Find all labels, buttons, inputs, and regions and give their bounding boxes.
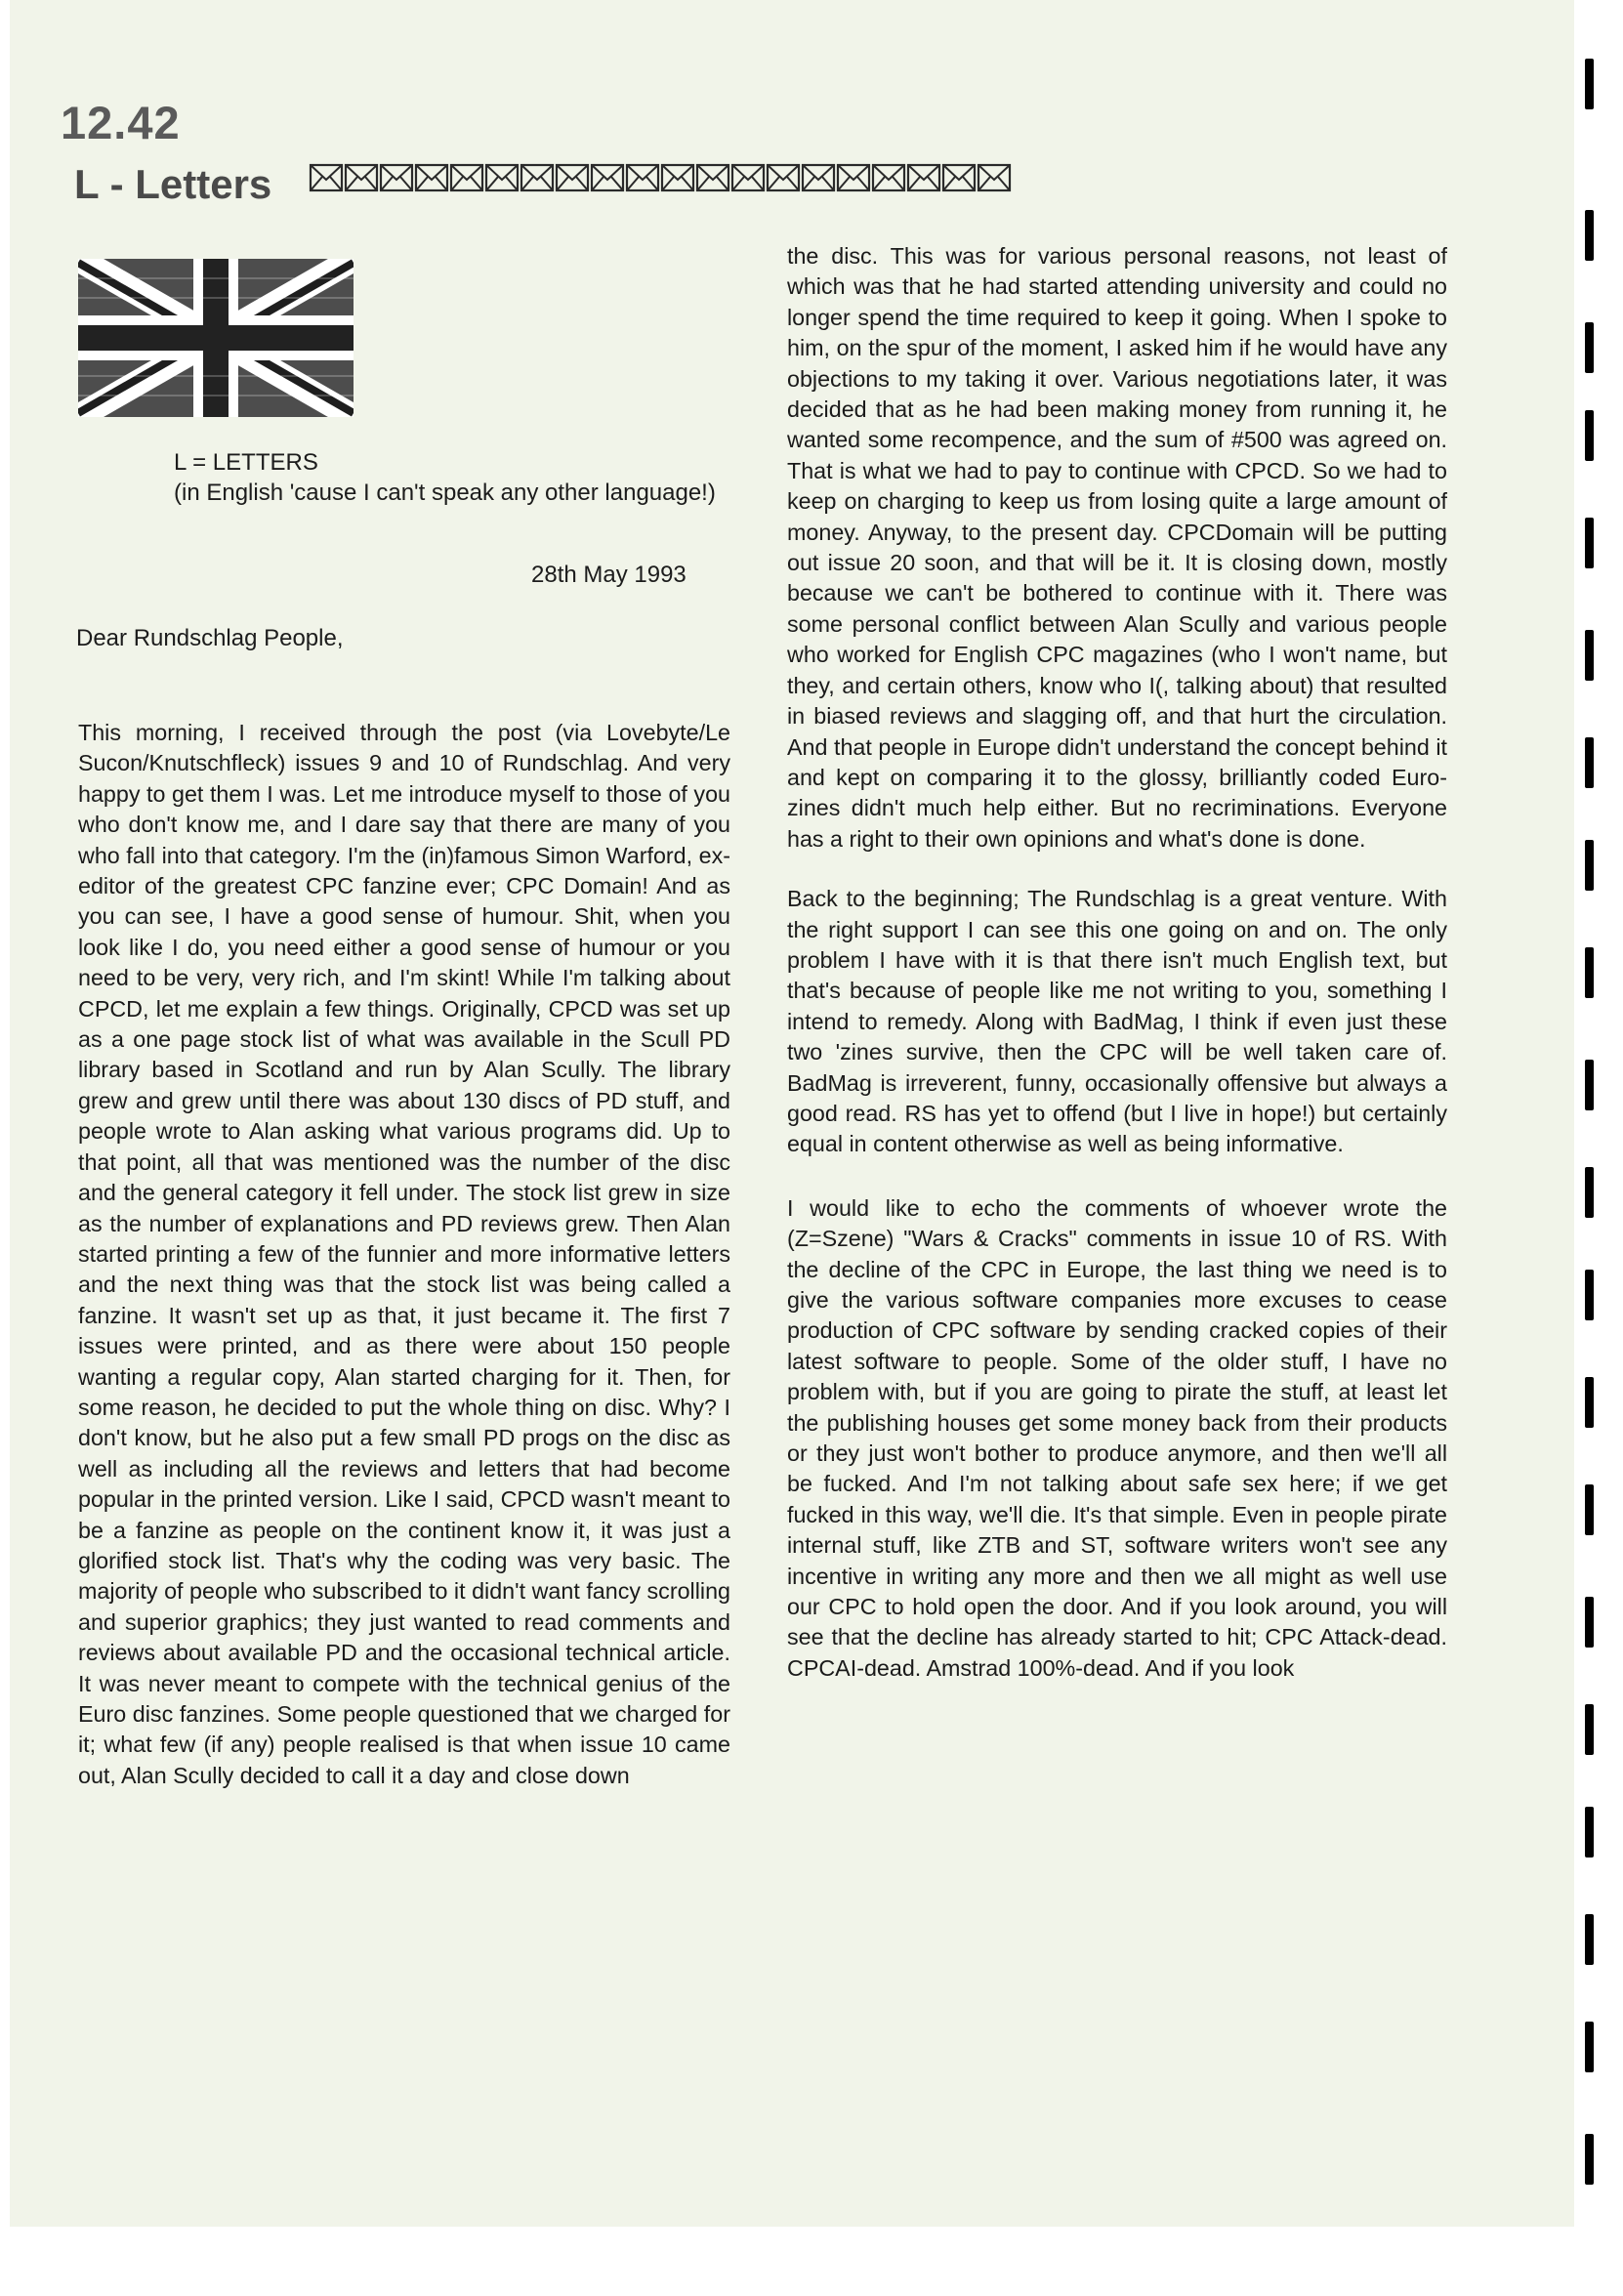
envelope-icon	[309, 162, 344, 193]
binder-hole	[1585, 2022, 1594, 2072]
section-title: L - Letters	[74, 161, 272, 207]
envelope-icon	[344, 162, 379, 193]
binder-hole	[1585, 1914, 1594, 1965]
salutation: Dear Rundschlag People,	[76, 625, 344, 651]
right-text-column	[787, 241, 1447, 1684]
envelope-icon	[730, 162, 766, 193]
page-sheet	[10, 0, 1600, 2227]
binder-hole	[1585, 410, 1594, 461]
envelope-icon	[555, 162, 590, 193]
envelope-icon	[906, 162, 941, 193]
envelope-icon	[590, 162, 625, 193]
envelope-icon	[625, 162, 660, 193]
letter-paragraph: I would like to echo the comments of whoever wrote the (Z=Szene) "Wars & Cracks" comments in issue 10 of RS. With the decline of the CPC in Europe, the last thing we need is to give the various software companies more excuses to cease production of CPC software by sending cracked copies of their latest software to people. Some of the older stuff, I have no problem with, but if you are going to pirate the stuff, at least let the publishing houses get some money back from their products or they just won't bother to produce anymore, and then we'll all be fucked. And I'm not talking about safe sex here; if we get fucked in this way, we'll die. It's that simple. Even in people pirate internal stuff, like ZTB and ST, software writers won't see any incentive in writing any more and then we all might as well use our CPC to hold open the door. And if you look around, you will see that the decline has already started to hit; CPC Attack-dead. CPCAI-dead. Amstrad 100%-dead. And if you look	[787, 1194, 1447, 1681]
envelope-icon	[449, 162, 484, 193]
letter-paragraph: Back to the beginning; The Rundschlag is a great venture. With the right support I can see this one going on and on. The only problem I have with it is that there isn't much English text, but that's because of people like me not writing to you, something I intend to remedy. Along with BadMag, I think if even just these two 'zines survive, then the CPC will be well taken care of. BadMag is irreverent, funny, occasionally offensive but always a good read. RS has yet to offend (but I live in hope!) but certainly equal in content otherwise as well as being informative.	[787, 886, 1447, 1157]
intro-subheading: (in English 'cause I can't speak any other language!)	[174, 480, 716, 507]
binder-hole	[1585, 840, 1594, 891]
intro-heading: L = LETTERS	[174, 449, 318, 476]
binder-hole	[1585, 2134, 1594, 2185]
binder-hole	[1585, 322, 1594, 373]
envelope-icon	[414, 162, 449, 193]
envelope-icon	[836, 162, 871, 193]
envelope-icon	[766, 162, 801, 193]
left-text-column	[78, 718, 730, 1791]
binder-hole	[1585, 1167, 1594, 1218]
binder-hole	[1585, 518, 1594, 568]
letter-paragraph: This morning, I received through the post (via Lovebyte/Le Sucon/Knutschfleck) issues 9 and 10 of Rundschlag. And very happy to get them I was. Let me introduce myself to those of you who don't know me, and I dare say that there are many of you who fall into that category. I'm the (in)famous Simon Warford, ex-editor of the greatest CPC fanzine ever; CPC Domain! And as you can see, I have a good sense of humour. Shit, when you look like I do, you need either a good sense of humour or you need to be very, very rich, and I'm skint! While I'm talking about CPCD, let me explain a few things. Originally, CPCD was set up as a one page stock list of what was available in the Scull PD library based in Scotland and run by Alan Scully. The library grew and grew until there was about 130 discs of PD stuff, and people wrote to Alan asking what various programs did. Up to that point, all that was mentioned was the number of the disc and the general category it fell under. The stock list grew in size as the number of explanations and PD reviews grew. Then Alan started printing a few of the funnier and more informative letters and the next thing was that the stock list was being called a fanzine. It wasn't set up as that, it just became it. The first 7 issues were printed, and as there were about 150 people wanting a regular copy, Alan started charging for it. Then, for some reason, he decided to put the whole thing on disc. Why? I don't know, but he also put a few small PD progs on the disc as well as including all the reviews and letters that had become popular in the printed version. Like I said, CPCD wasn't meant to be a fanzine as people on the continent know it, it was just a glorified stock list. That's why the coding was very basic. The majority of people who subscribed to it didn't want fancy scrolling and superior graphics; they just wanted to read comments and reviews about available PD and the occasional technical article. It was never meant to compete with the technical genius of the Euro disc fanzines. Some people questioned that we charged for it; what few (if any) people realised is that when issue 10 came out, Alan Scully decided to call it a day and close down	[78, 720, 730, 1788]
binder-hole	[1585, 1377, 1594, 1428]
envelope-icon	[941, 162, 977, 193]
envelope-icon	[660, 162, 695, 193]
binder-hole	[1585, 737, 1594, 788]
page-number: 12.42	[61, 97, 181, 148]
letter-paragraph: the disc. This was for various personal reasons, not least of which was that he had started attending university and could no longer spend the time required to keep it going. When I spoke to him, on the spur of the moment, I asked him if he would have any objections to my taking it over. Various negotiations later, it was decided that as he had been making money from running it, he wanted some recompence, and the sum of #500 was agreed on. That is what we had to pay to continue with CPCD. So we had to keep on charging to keep us from losing quite a large amount of money. Anyway, to the present day. CPCDomain will be putting out issue 20 soon, and that will be it. It is closing down, mostly because we can't be bothered to continue with it. There was some personal conflict between Alan Scully and various people who worked for English CPC magazines (who I won't name, but they, and certain others, know who I(, talking about) that resulted in biased reviews and slagging off, and that hurt the circulation. And that people in Europe didn't understand the concept behind it and kept on comparing it to the glossy, brilliantly coded Euro-zines didn't much help either. But no recriminations. Everyone has a right to their own opinions and what's done is done.	[787, 243, 1447, 852]
binder-strip	[1574, 0, 1600, 2227]
envelope-icon	[484, 162, 520, 193]
envelope-icon	[871, 162, 906, 193]
binder-hole	[1585, 210, 1594, 261]
binder-hole	[1585, 59, 1594, 109]
binder-hole	[1585, 630, 1594, 681]
binder-hole	[1585, 1597, 1594, 1648]
envelope-icon	[801, 162, 836, 193]
union-flag-icon	[78, 259, 354, 417]
intro-block	[174, 447, 721, 508]
envelope-icon	[695, 162, 730, 193]
binder-hole	[1585, 1270, 1594, 1320]
envelope-icon	[379, 162, 414, 193]
binder-hole	[1585, 1807, 1594, 1858]
binder-hole	[1585, 1060, 1594, 1110]
binder-hole	[1585, 1704, 1594, 1755]
binder-hole	[1585, 1484, 1594, 1535]
envelope-icon-row	[309, 162, 1012, 201]
letter-date: 28th May 1993	[531, 562, 687, 588]
envelope-icon	[977, 162, 1012, 193]
binder-hole	[1585, 947, 1594, 998]
envelope-icon	[520, 162, 555, 193]
